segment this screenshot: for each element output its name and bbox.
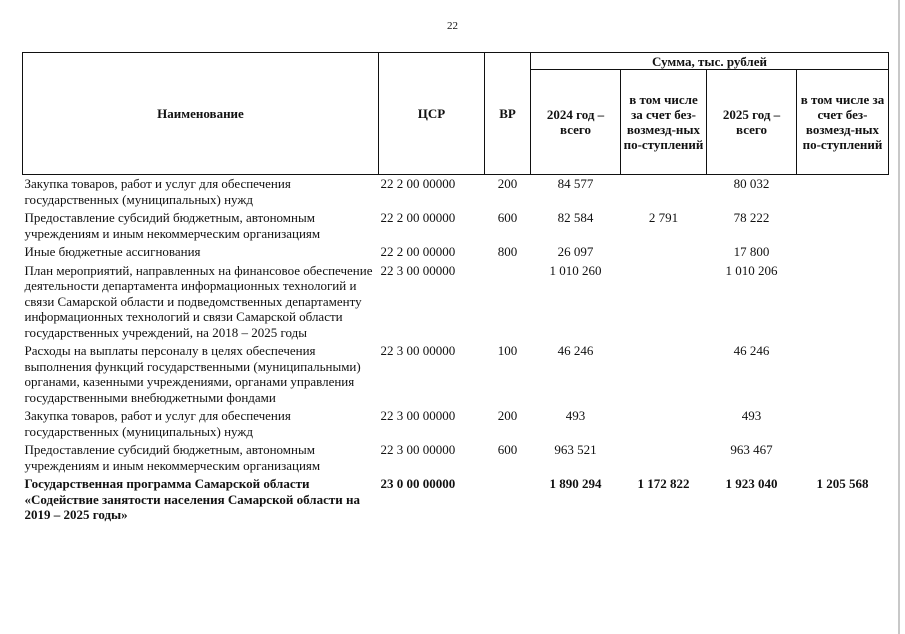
row-vr bbox=[485, 475, 531, 525]
row-2025-total: 80 032 bbox=[733, 176, 770, 191]
row-2024-grants bbox=[621, 243, 707, 262]
row-vr: 600 bbox=[497, 442, 518, 457]
row-2024-grants bbox=[621, 407, 707, 441]
row-name: Расходы на выплаты персоналу в целях обеспечения выполнения функций государственными (муниципальными) органами, казенными учреждениями, органами управления государственными внебюджетными фондами bbox=[24, 343, 361, 405]
row-csr: 22 2 00 00000 bbox=[380, 210, 456, 225]
table-row-program-total bbox=[23, 475, 889, 525]
header-csr: ЦСР bbox=[379, 53, 485, 175]
row-2024-total: 84 577 bbox=[557, 176, 594, 191]
header-2024-grants: в том числе за счет без-возмезд-ных по-ступлений bbox=[621, 70, 707, 175]
row-2025-total: 46 246 bbox=[733, 343, 770, 358]
row-name: Предоставление субсидий бюджетным, автономным учреждениям и иным некоммерческим организациям bbox=[24, 442, 321, 473]
row-2025-total: 1 923 040 bbox=[725, 476, 778, 491]
row-2025-total: 1 010 206 bbox=[725, 262, 778, 278]
row-2025-total: 963 467 bbox=[730, 442, 773, 457]
header-2025-grants: в том числе за счет без-возмезд-ных по-ступлений bbox=[797, 70, 889, 175]
row-vr: 200 bbox=[497, 176, 518, 191]
table-row bbox=[23, 262, 889, 343]
row-2024-grants: 1 172 822 bbox=[637, 476, 690, 491]
row-2025-grants bbox=[797, 441, 889, 475]
row-csr: 22 2 00 00000 bbox=[380, 244, 456, 259]
header-row-top bbox=[23, 53, 889, 70]
page-number: 22 bbox=[447, 20, 458, 32]
row-2024-grants bbox=[621, 262, 707, 343]
table-row bbox=[23, 342, 889, 407]
row-2025-grants bbox=[797, 243, 889, 262]
row-2025-total: 78 222 bbox=[733, 210, 770, 225]
row-2025-grants bbox=[797, 407, 889, 441]
table-row bbox=[23, 243, 889, 262]
row-csr: 22 3 00 00000 bbox=[380, 262, 456, 278]
page-edge-shadow bbox=[898, 0, 900, 634]
header-vr: ВР bbox=[485, 53, 531, 175]
row-csr: 22 3 00 00000 bbox=[380, 442, 456, 457]
row-2025-grants bbox=[797, 209, 889, 243]
budget-table bbox=[22, 52, 889, 525]
row-2024-total: 26 097 bbox=[557, 244, 594, 259]
row-vr: 200 bbox=[497, 408, 518, 423]
row-csr: 22 3 00 00000 bbox=[380, 343, 456, 358]
row-2024-total: 1 890 294 bbox=[549, 476, 602, 491]
row-vr bbox=[485, 262, 531, 343]
row-name: Предоставление субсидий бюджетным, автономным учреждениям и иным некоммерческим организациям bbox=[24, 210, 321, 241]
header-2024-total: 2024 год – всего bbox=[531, 70, 621, 175]
row-2024-total: 1 010 260 bbox=[549, 262, 602, 278]
row-name: План мероприятий, направленных на финансовое обеспечение деятельности департамента информационных технологий и связи Самарской области и подведомственных департаменту информационных технологий и связи Самарской области государственных учреждений, на 2018 – 2025 годы bbox=[24, 262, 373, 340]
row-name: Закупка товаров, работ и услуг для обеспечения государственных (муниципальных) нужд bbox=[24, 176, 291, 207]
table-row bbox=[23, 175, 889, 210]
row-2024-total: 493 bbox=[565, 408, 586, 423]
row-name: Иные бюджетные ассигнования bbox=[24, 244, 201, 259]
row-2025-grants bbox=[797, 342, 889, 407]
table-row bbox=[23, 441, 889, 475]
row-csr: 22 3 00 00000 bbox=[380, 408, 456, 423]
row-2025-grants: 1 205 568 bbox=[816, 476, 869, 491]
row-2024-grants: 2 791 bbox=[648, 210, 679, 225]
header-2025-total: 2025 год – всего bbox=[707, 70, 797, 175]
row-vr: 600 bbox=[497, 210, 518, 225]
row-csr: 23 0 00 00000 bbox=[380, 476, 456, 491]
row-2025-total: 17 800 bbox=[733, 244, 770, 259]
header-name: Наименование bbox=[23, 53, 379, 175]
row-name: Государственная программа Самарской области «Содействие занятости населения Самарской области на 2019 – 2025 годы» bbox=[24, 476, 360, 522]
header-amount-group: Сумма, тыс. рублей bbox=[531, 53, 889, 70]
row-csr: 22 2 00 00000 bbox=[380, 176, 456, 191]
row-2024-total: 46 246 bbox=[557, 343, 594, 358]
table-row bbox=[23, 407, 889, 441]
row-2024-total: 82 584 bbox=[557, 210, 594, 225]
row-2025-grants bbox=[797, 175, 889, 210]
table-row bbox=[23, 209, 889, 243]
row-2024-grants bbox=[621, 441, 707, 475]
row-name: Закупка товаров, работ и услуг для обеспечения государственных (муниципальных) нужд bbox=[24, 408, 291, 439]
row-2024-grants bbox=[621, 342, 707, 407]
row-2024-total: 963 521 bbox=[554, 442, 597, 457]
row-2024-grants bbox=[621, 175, 707, 210]
row-vr: 100 bbox=[497, 343, 518, 358]
row-vr: 800 bbox=[497, 244, 518, 259]
row-2025-total: 493 bbox=[741, 408, 762, 423]
row-2025-grants bbox=[797, 262, 889, 343]
